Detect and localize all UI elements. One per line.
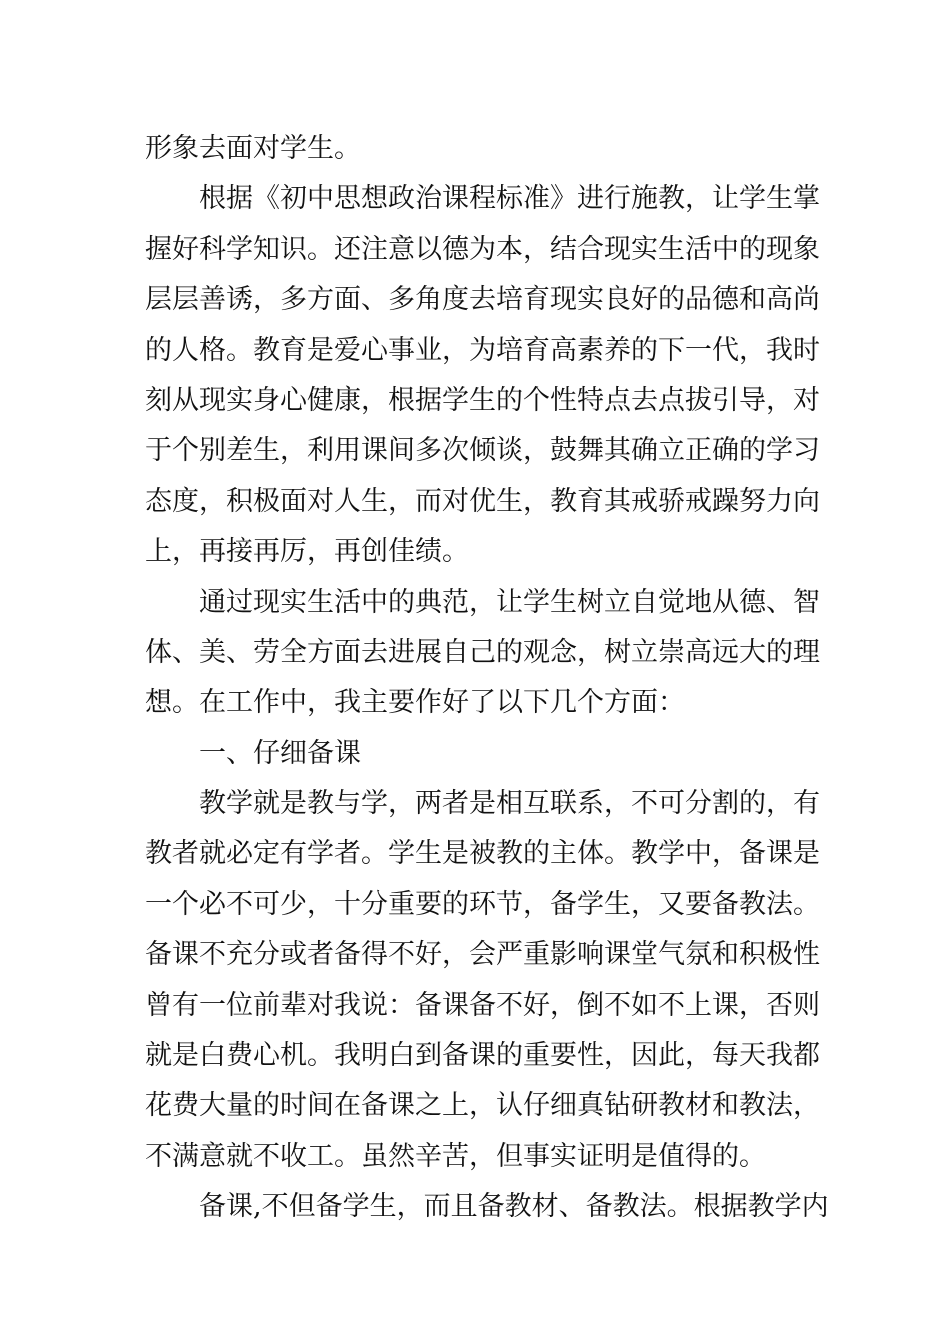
text-line: 于个别差生，利用课间多次倾谈，鼓舞其确立正确的学习 <box>145 435 820 467</box>
paragraph-first-line: 备课,不但备学生，而且备教材、备教法。根据教学内 <box>199 1191 829 1223</box>
paragraph-first-line: 通过现实生活中的典范，让学生树立自觉地从德、智 <box>199 586 820 618</box>
text-line: 形象去面对学生。 <box>145 133 361 164</box>
text-line: 层层善诱，多方面、多角度去培育现实良好的品德和高尚 <box>145 284 820 316</box>
text-line: 握好科学知识。还注意以德为本，结合现实生活中的现象 <box>145 233 820 265</box>
text-line: 刻从现实身心健康，根据学生的个性特点去点拔引导，对 <box>145 384 820 416</box>
text-line: 一个必不可少，十分重要的环节，备学生，又要备教法。 <box>145 888 820 920</box>
text-line: 花费大量的时间在备课之上，认仔细真钻研教材和教法， <box>145 1090 820 1122</box>
text-line: 体、美、劳全方面去进展自己的观念，树立崇高远大的理 <box>145 636 820 668</box>
text-line: 曾有一位前辈对我说：备课备不好，倒不如不上课，否则 <box>145 989 820 1021</box>
paragraph-first-line: 根据《初中思想政治课程标准》进行施教，让学生掌 <box>199 183 820 215</box>
text-line: 教者就必定有学者。学生是被教的主体。教学中，备课是 <box>145 838 820 870</box>
text-line: 态度，积极面对人生，而对优生，教育其戒骄戒躁努力向 <box>145 485 820 517</box>
section-heading: 一、仔细备课 <box>199 737 361 769</box>
text-line: 的人格。教育是爱心事业，为培育高素养的下一代，我时 <box>145 334 820 366</box>
body-text <box>145 124 829 1233</box>
text-line: 想。在工作中，我主要作好了以下几个方面： <box>145 687 685 719</box>
text-line: 不满意就不收工。虽然辛苦，但事实证明是值得的。 <box>145 1140 766 1172</box>
text-line: 就是白费心机。我明白到备课的重要性，因此，每天我都 <box>145 1040 820 1072</box>
paragraph-first-line: 教学就是教与学，两者是相互联系，不可分割的，有 <box>199 788 820 820</box>
text-line: 备课不充分或者备得不好，会严重影响课堂气氛和积极性 <box>145 939 820 971</box>
text-line: 上，再接再厉，再创佳绩。 <box>145 536 469 568</box>
